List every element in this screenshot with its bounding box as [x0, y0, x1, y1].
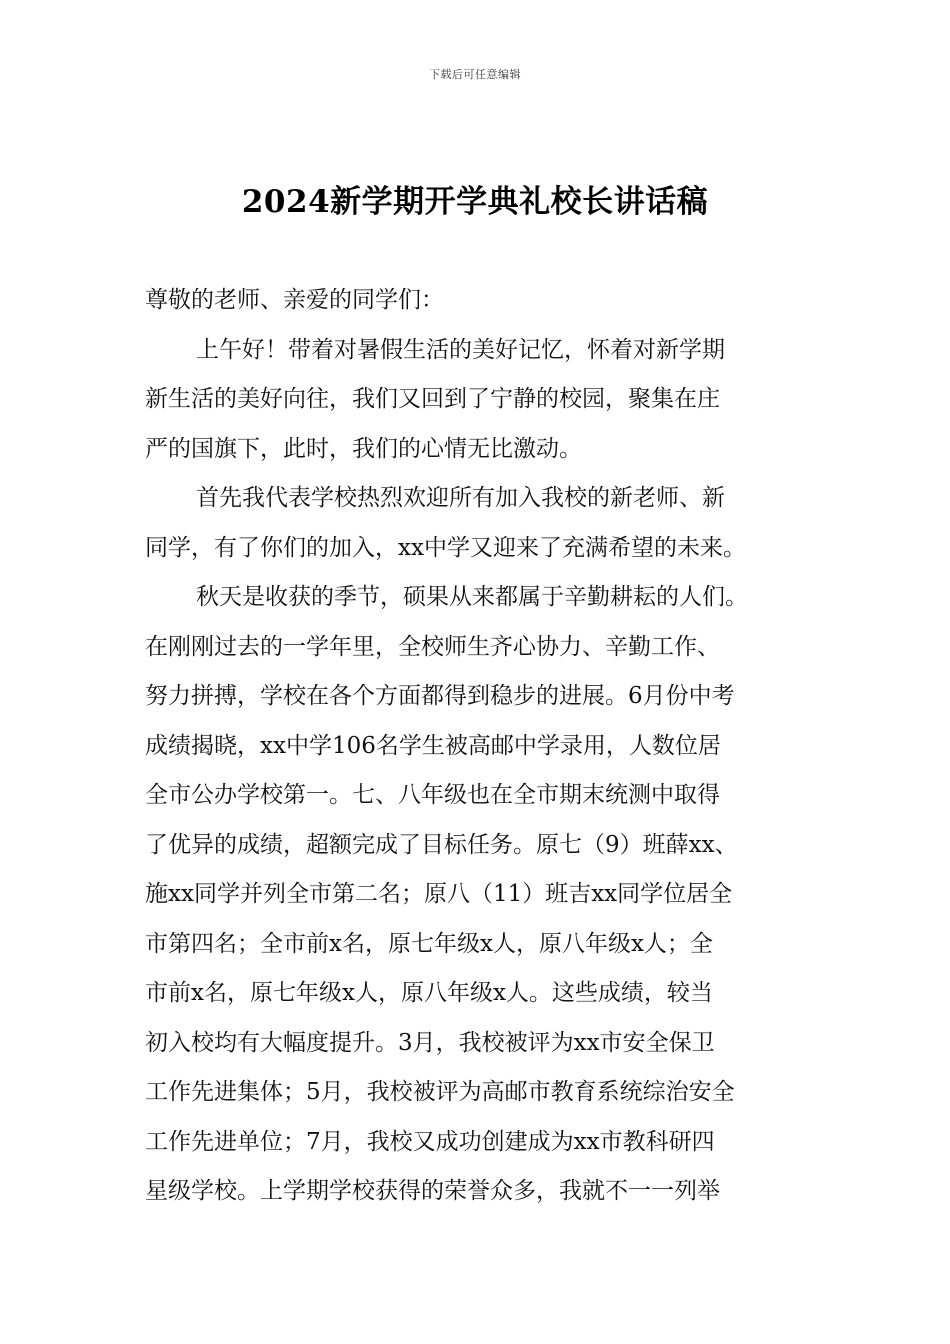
paragraph-line: 严的国旗下，此时，我们的心情无比激动。	[145, 435, 582, 462]
paragraph-line: 努力拼搏，学校在各个方面都得到稳步的进展。6月份中考	[145, 683, 735, 709]
salutation-line: 尊敬的老师、亲爱的同学们：	[145, 287, 444, 313]
paragraph-line: 工作先进单位；7月，我校又成功创建成为xx市教科研四	[145, 1128, 715, 1155]
paragraph-line: 新生活的美好向往，我们又回到了宁静的校园，聚集在庄	[145, 386, 720, 412]
paragraph-line: 全市公办学校第一。七、八年级也在全市期末统测中取得	[145, 782, 720, 808]
paragraph-line: 了优异的成绩，超额完成了目标任务。原七（9）班薛xx、	[145, 831, 738, 858]
paragraph-line: 星级学校。上学期学校获得的荣誉众多，我就不一一列举	[145, 1178, 720, 1204]
paragraph-line: 施xx同学并列全市第二名；原八（11）班吉xx同学位居全	[145, 881, 733, 907]
paragraph-line: 成绩揭晓，xx中学106名学生被高邮中学录用，人数位居	[145, 732, 721, 759]
paragraph-line: 首先我代表学校热烈欢迎所有加入我校的新老师、新	[196, 485, 725, 511]
paragraph-line: 秋天是收获的季节，硕果从来都属于辛勤耕耘的人们。	[196, 584, 748, 610]
header-note: 下载后可任意编辑	[429, 68, 521, 81]
paragraph-line: 工作先进集体；5月，我校被评为高邮市教育系统综治安全	[145, 1079, 735, 1105]
paragraph-line: 同学，有了你们的加入，xx中学又迎来了充满希望的未来。	[145, 534, 746, 561]
paragraph-line: 在刚刚过去的一学年里，全校师生齐心协力、辛勤工作、	[145, 633, 720, 660]
document-title: 2024新学期开学典礼校长讲话稿	[241, 184, 709, 220]
paragraph-line: 市前x名，原七年级x人，原八年级x人。这些成绩，较当	[145, 980, 713, 1006]
document-body	[145, 280, 815, 1221]
paragraph-line: 上午好！带着对暑假生活的美好记忆，怀着对新学期	[196, 336, 725, 363]
paragraph-line: 初入校均有大幅度提升。3月，我校被评为xx市安全保卫	[145, 1029, 715, 1056]
paragraph-line: 市第四名；全市前x名，原七年级x人，原八年级x人；全	[145, 930, 713, 957]
